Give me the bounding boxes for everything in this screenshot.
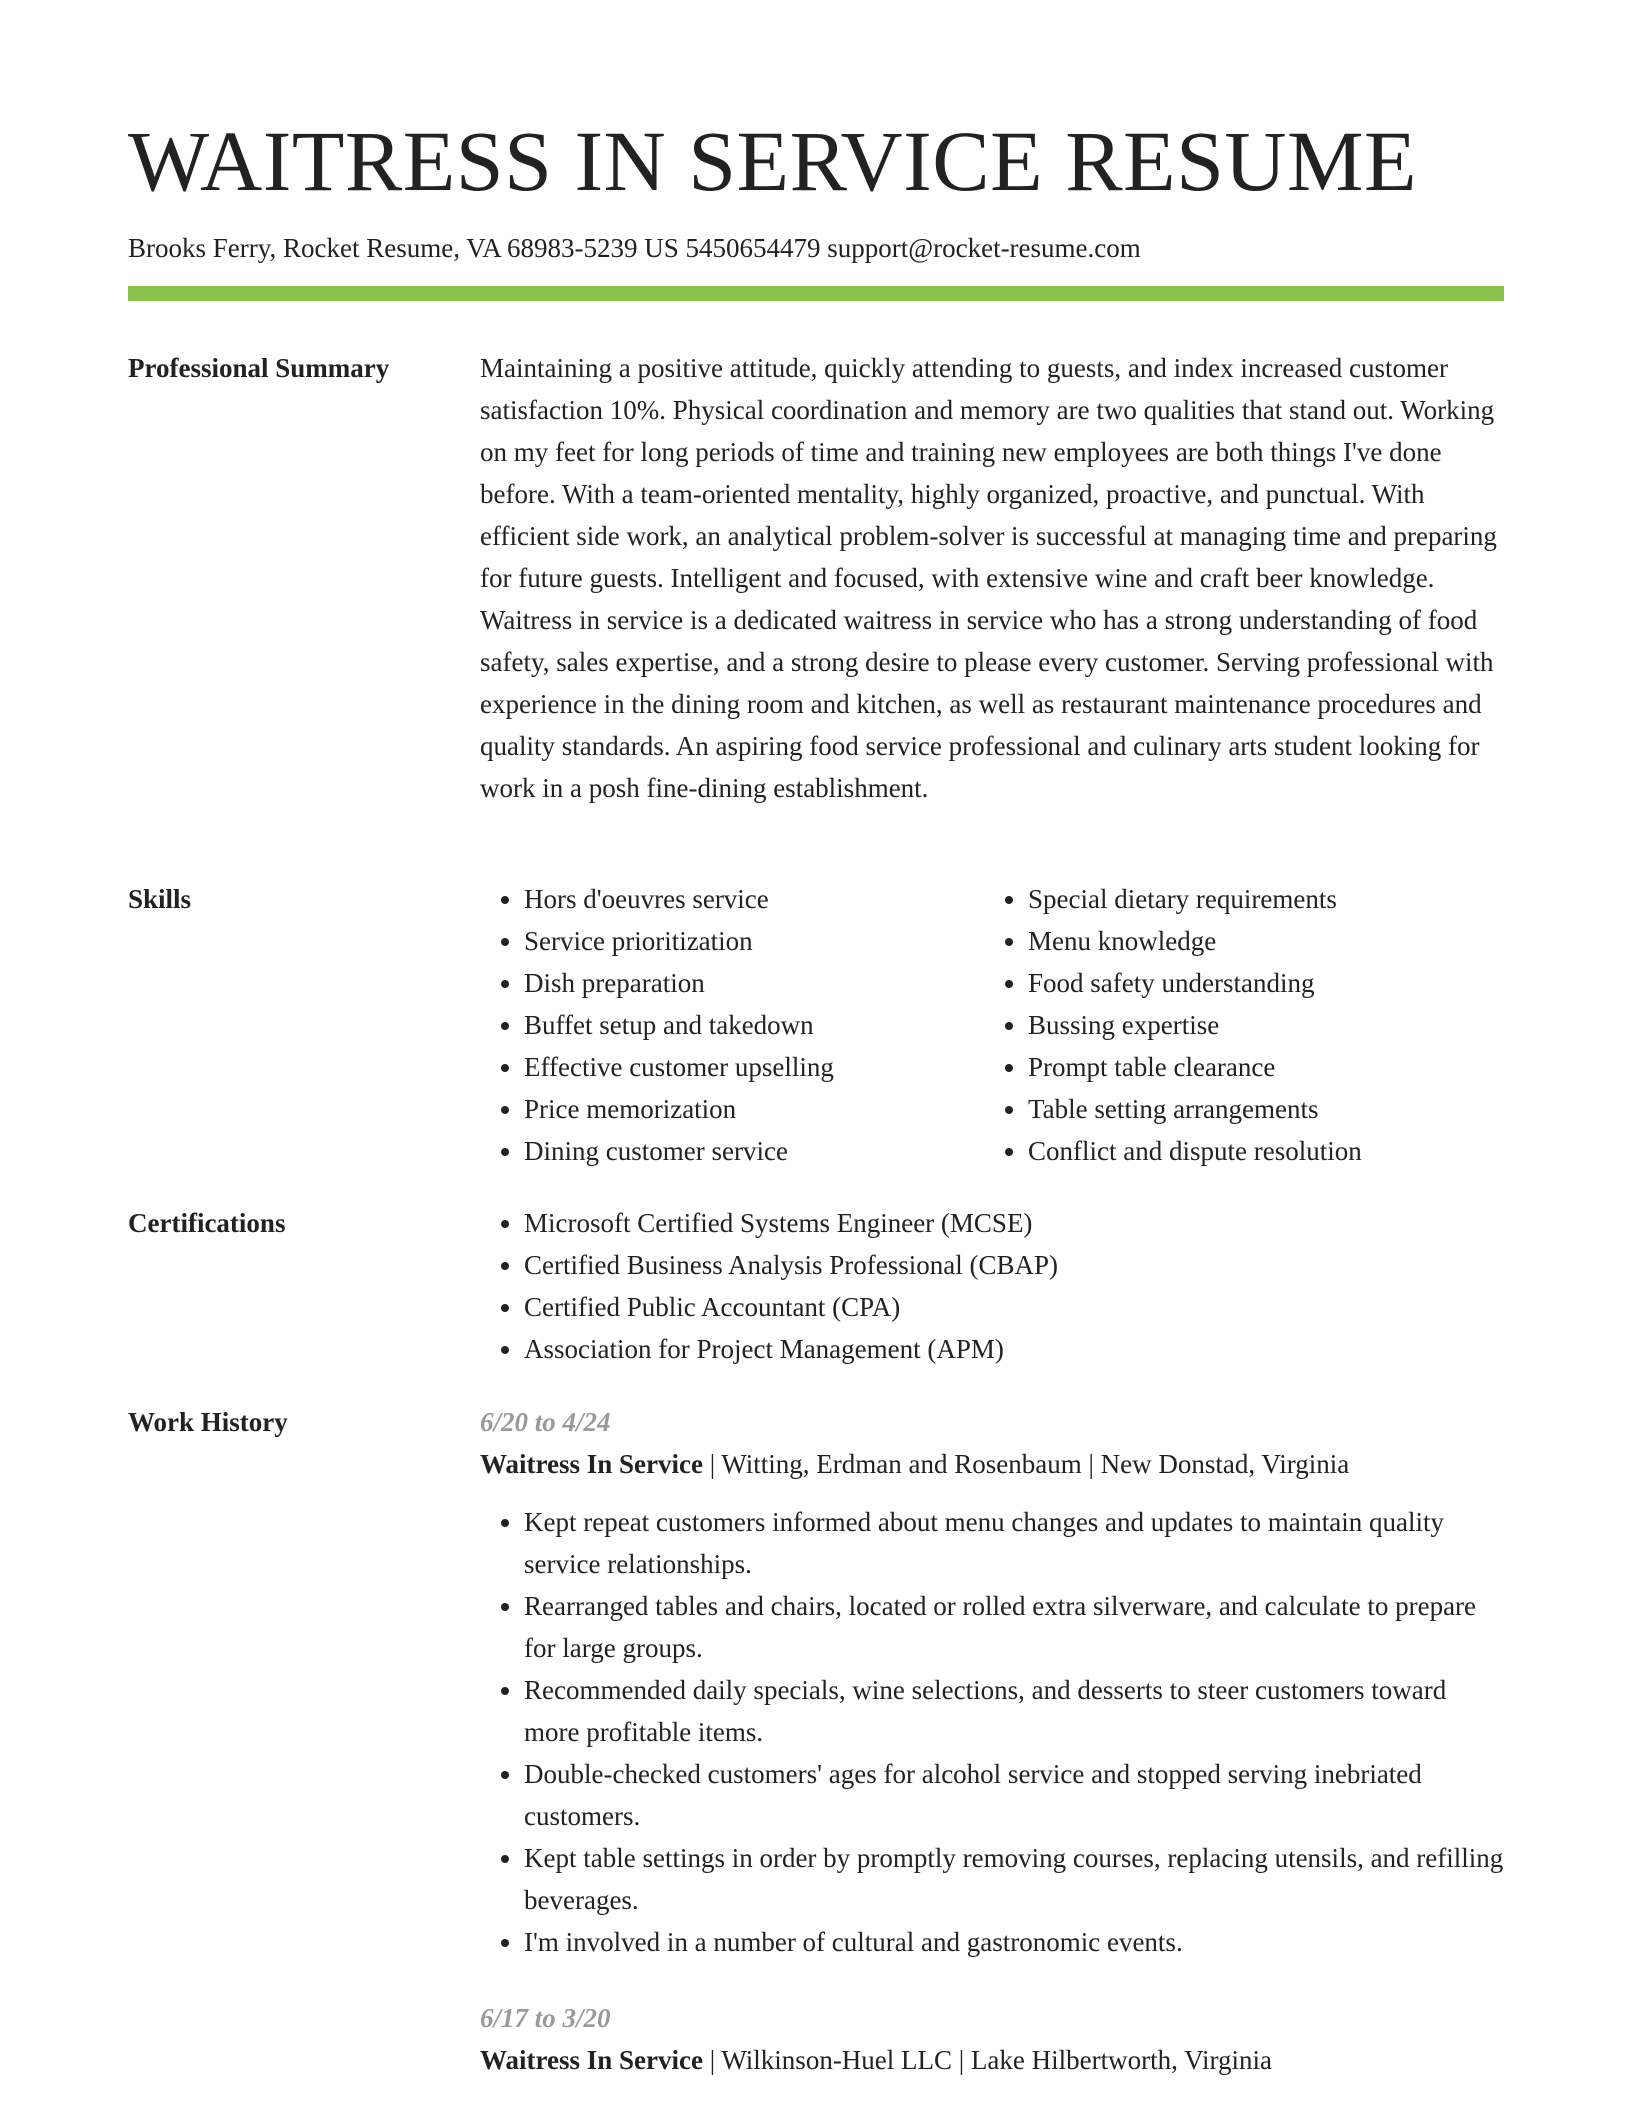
summary-heading: Professional Summary xyxy=(128,353,390,383)
job-bullet: • Kept repeat customers informed about menu changes and updates to maintain quality service relationships. xyxy=(524,1501,1504,1585)
skill-item: • Conflict and dispute resolution xyxy=(1028,1130,1488,1172)
accent-divider xyxy=(128,286,1504,301)
contact-line: Brooks Ferry, Rocket Resume, VA 68983-5239 US 5450654479 support@rocket-resume.com xyxy=(128,233,1141,263)
job-title: Waitress In Service xyxy=(480,1449,703,1479)
certification-item: • Certified Business Analysis Professional (CBAP) xyxy=(524,1244,1504,1286)
skill-item: • Dish preparation xyxy=(524,962,984,1004)
skills-column-right xyxy=(984,878,1488,1172)
skill-item: • Table setting arrangements xyxy=(1028,1088,1488,1130)
skills-heading: Skills xyxy=(128,884,192,914)
certification-item: • Certified Public Accountant (CPA) xyxy=(524,1286,1504,1328)
job-entry xyxy=(480,1997,1504,2081)
job-dates: 6/17 to 3/20 xyxy=(480,2003,611,2033)
skill-item: • Special dietary requirements xyxy=(1028,878,1488,920)
job-heading xyxy=(480,2039,1504,2081)
skills-column-left xyxy=(480,878,984,1172)
job-bullet: • Double-checked customers' ages for alcohol service and stopped serving inebriated customers. xyxy=(524,1753,1504,1837)
resume-title: WAITRESS IN SERVICE RESUME xyxy=(128,113,1418,209)
job-bullet: • Recommended daily specials, wine selections, and desserts to steer customers toward more profitable items. xyxy=(524,1669,1504,1753)
job-employer-location: | Wilkinson-Huel LLC | Lake Hilbertworth, Virginia xyxy=(702,2045,1273,2075)
summary-text: Maintaining a positive attitude, quickly attending to guests, and index increased customer satisfaction 10%. Physical coordination and memory are two qualities that stand out. Working on my feet for long periods of time and training new employees are both things I've done before. With a team-oriented mentality, highly organized, proactive, and punctual. With efficient side work, an analytical problem-solver is successful at managing time and preparing for future guests. Intelligent and focused, with extensive wine and craft beer knowledge. Waitress in service is a dedicated waitress in service who has a strong understanding of food safety, sales expertise, and a strong desire to please every customer. Serving professional with experience in the dining room and kitchen, as well as restaurant maintenance procedures and quality standards. An aspiring food service professional and culinary arts student looking for work in a posh fine-dining establishment. xyxy=(480,353,1497,803)
skill-item: • Service prioritization xyxy=(524,920,984,962)
skill-item: • Bussing expertise xyxy=(1028,1004,1488,1046)
job-bullet: • Kept table settings in order by promptly removing courses, replacing utensils, and refilling beverages. xyxy=(524,1837,1504,1921)
job-bullet: • I'm involved in a number of cultural and gastronomic events. xyxy=(524,1921,1504,1963)
certifications-heading: Certifications xyxy=(128,1208,286,1238)
job-title: Waitress In Service xyxy=(480,2045,703,2075)
certification-item: • Microsoft Certified Systems Engineer (MCSE) xyxy=(524,1202,1504,1244)
job-bullet: • Rearranged tables and chairs, located or rolled extra silverware, and calculate to prepare for large groups. xyxy=(524,1585,1504,1669)
skill-item: • Effective customer upselling xyxy=(524,1046,984,1088)
skill-item: • Buffet setup and takedown xyxy=(524,1004,984,1046)
skill-item: • Prompt table clearance xyxy=(1028,1046,1488,1088)
job-employer-location: | Witting, Erdman and Rosenbaum | New Donstad, Virginia xyxy=(702,1449,1350,1479)
work-history-heading: Work History xyxy=(128,1407,288,1437)
certification-item: • Association for Project Management (APM) xyxy=(524,1328,1504,1370)
skill-item: • Menu knowledge xyxy=(1028,920,1488,962)
job-heading xyxy=(480,1443,1504,1485)
skill-item: • Hors d'oeuvres service xyxy=(524,878,984,920)
skill-item: • Dining customer service xyxy=(524,1130,984,1172)
job-dates: 6/20 to 4/24 xyxy=(480,1407,611,1437)
job-entry xyxy=(480,1401,1504,1963)
skill-item: • Price memorization xyxy=(524,1088,984,1130)
skill-item: • Food safety understanding xyxy=(1028,962,1488,1004)
